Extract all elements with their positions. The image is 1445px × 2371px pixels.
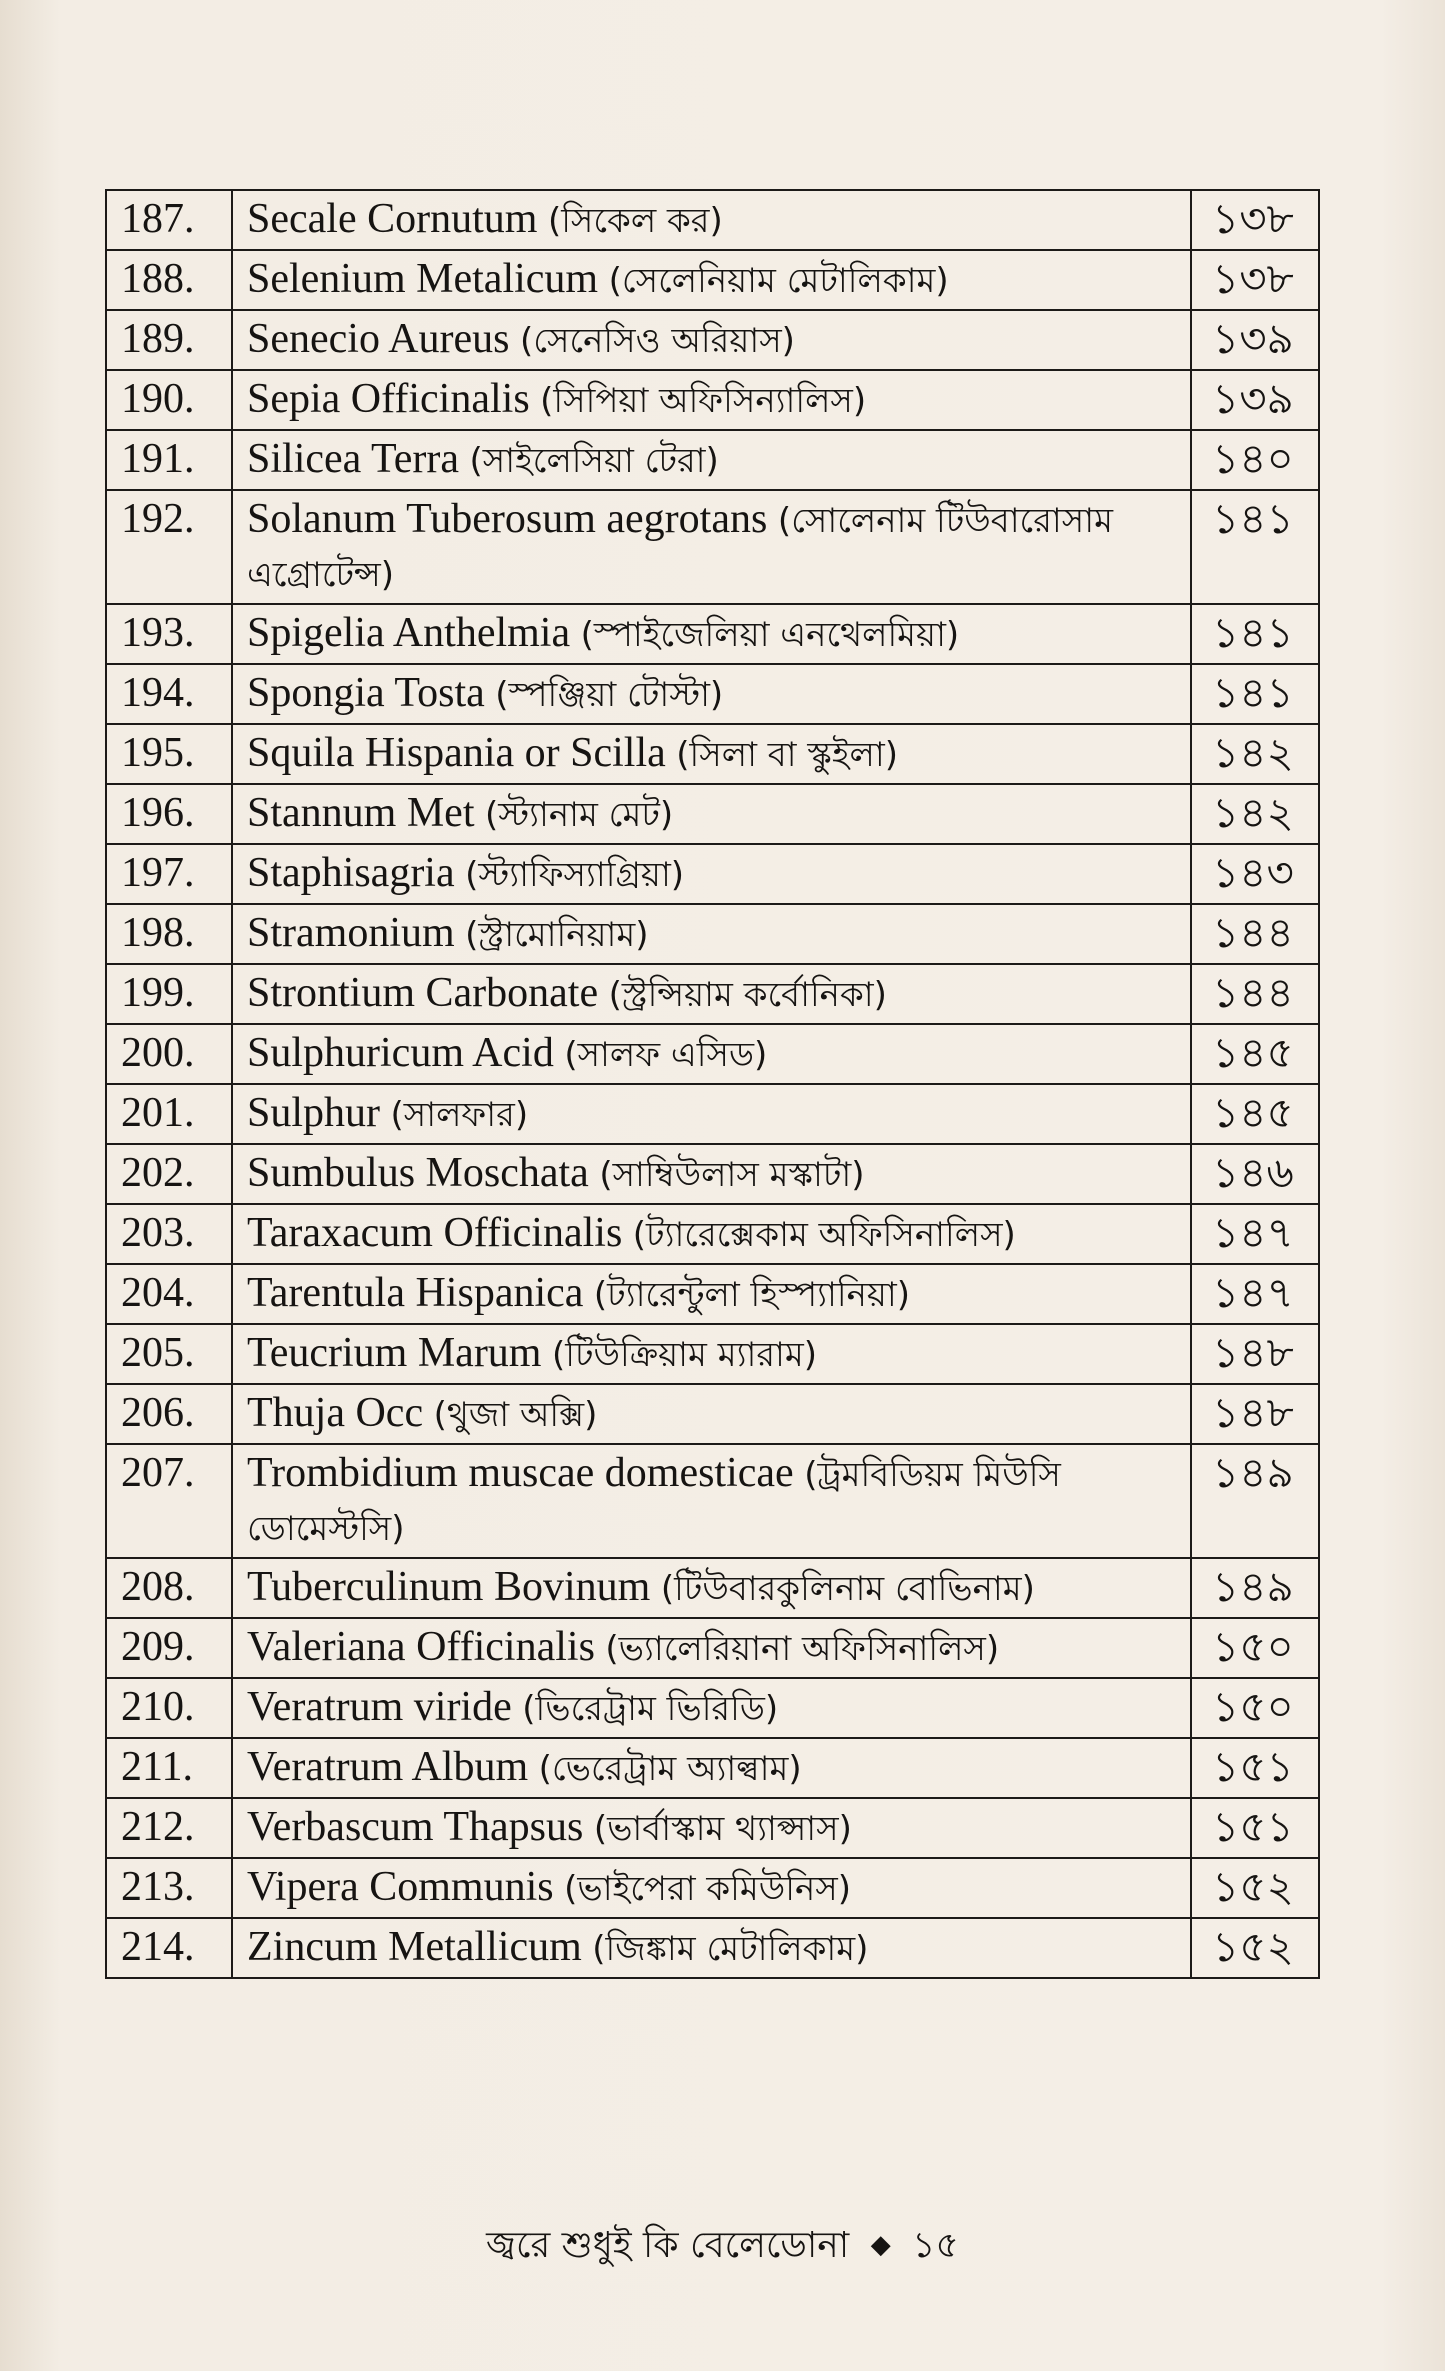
remedy-bengali-name: (স্ট্রামোনিয়াম) bbox=[465, 915, 649, 955]
table-row bbox=[106, 604, 1319, 664]
remedy-latin-name: Vipera Communis bbox=[247, 1864, 554, 1910]
footer-title: জ্বরে শুধুই কি বেলেডোনা bbox=[486, 2225, 850, 2266]
remedy-name-cell bbox=[232, 430, 1191, 490]
remedy-name-cell bbox=[232, 1678, 1191, 1738]
remedy-name-cell bbox=[232, 1858, 1191, 1918]
page-reference: ১৪৯ bbox=[1191, 1444, 1319, 1558]
page-reference: ১৩৮ bbox=[1191, 250, 1319, 310]
remedy-name-cell bbox=[232, 784, 1191, 844]
table-row bbox=[106, 430, 1319, 490]
remedy-latin-name: Thuja Occ bbox=[247, 1390, 424, 1436]
row-number: 205. bbox=[106, 1324, 232, 1384]
remedy-name-cell bbox=[232, 1558, 1191, 1618]
remedy-latin-name: Stramonium bbox=[247, 910, 455, 956]
remedy-index-table bbox=[105, 189, 1320, 1979]
remedy-name-cell bbox=[232, 250, 1191, 310]
row-number: 191. bbox=[106, 430, 232, 490]
remedy-latin-name: Solanum Tuberosum aegrotans bbox=[247, 496, 768, 542]
row-number: 194. bbox=[106, 664, 232, 724]
remedy-name-cell bbox=[232, 1918, 1191, 1978]
row-number: 206. bbox=[106, 1384, 232, 1444]
remedy-bengali-name: (স্পাইজেলিয়া এনথেলমিয়া) bbox=[580, 615, 960, 655]
remedy-bengali-name: (টিউবারকুলিনাম বোভিনাম) bbox=[660, 1569, 1035, 1609]
page-reference: ১৪২ bbox=[1191, 724, 1319, 784]
remedy-name-cell bbox=[232, 1084, 1191, 1144]
remedy-name-cell bbox=[232, 190, 1191, 250]
table-row bbox=[106, 370, 1319, 430]
remedy-latin-name: Squila Hispania or Scilla bbox=[247, 730, 666, 776]
remedy-latin-name: Verbascum Thapsus bbox=[247, 1804, 584, 1850]
row-number: 212. bbox=[106, 1798, 232, 1858]
remedy-name-cell bbox=[232, 1384, 1191, 1444]
remedy-latin-name: Sumbulus Moschata bbox=[247, 1150, 589, 1196]
row-number: 196. bbox=[106, 784, 232, 844]
remedy-latin-name: Sulphur bbox=[247, 1090, 381, 1136]
page-reference: ১৪২ bbox=[1191, 784, 1319, 844]
remedy-name-cell bbox=[232, 1264, 1191, 1324]
remedy-bengali-name: (ট্রমবিডিয়ম মিউসি ডোমেস্টসি) bbox=[247, 1455, 1061, 1549]
remedy-name-cell bbox=[232, 844, 1191, 904]
remedy-bengali-name: (ট্যারেন্টুলা হিস্প্যানিয়া) bbox=[593, 1275, 911, 1315]
page-footer bbox=[0, 2218, 1445, 2278]
remedy-latin-name: Secale Cornutum bbox=[247, 196, 538, 242]
page-reference: ১৪৩ bbox=[1191, 844, 1319, 904]
page-reference: ১৫০ bbox=[1191, 1678, 1319, 1738]
page-reference: ১৫১ bbox=[1191, 1798, 1319, 1858]
table-row bbox=[106, 1858, 1319, 1918]
table-row bbox=[106, 310, 1319, 370]
remedy-bengali-name: (স্ট্যানাম মেট) bbox=[485, 795, 674, 835]
remedy-name-cell bbox=[232, 1024, 1191, 1084]
row-number: 190. bbox=[106, 370, 232, 430]
remedy-name-cell bbox=[232, 310, 1191, 370]
page-reference: ১৪১ bbox=[1191, 664, 1319, 724]
remedy-latin-name: Spigelia Anthelmia bbox=[247, 610, 571, 656]
remedy-latin-name: Stannum Met bbox=[247, 790, 475, 836]
remedy-bengali-name: (সিপিয়া অফিসিন্যালিস) bbox=[540, 381, 867, 421]
remedy-name-cell bbox=[232, 604, 1191, 664]
remedy-bengali-name: (সাইলেসিয়া টেরা) bbox=[469, 441, 719, 481]
page-reference: ১৩৯ bbox=[1191, 310, 1319, 370]
table-row bbox=[106, 1558, 1319, 1618]
page-reference: ১৩৮ bbox=[1191, 190, 1319, 250]
page-reference: ১৫১ bbox=[1191, 1738, 1319, 1798]
row-number: 203. bbox=[106, 1204, 232, 1264]
remedy-bengali-name: (জিঙ্কাম মেটালিকাম) bbox=[592, 1929, 869, 1969]
remedy-name-cell bbox=[232, 1444, 1191, 1558]
remedy-bengali-name: (থুজা অক্সি) bbox=[433, 1395, 598, 1435]
remedy-bengali-name: (সেনেসিও অরিয়াস) bbox=[519, 321, 795, 361]
page-reference: ১৪১ bbox=[1191, 490, 1319, 604]
row-number: 199. bbox=[106, 964, 232, 1024]
remedy-bengali-name: (সোলেনাম টিউবারোসাম এগ্রোটেন্স) bbox=[247, 501, 1113, 595]
page-reference: ১৪৭ bbox=[1191, 1264, 1319, 1324]
page-reference: ১৪৬ bbox=[1191, 1144, 1319, 1204]
table-row bbox=[106, 1204, 1319, 1264]
page-reference: ১৪৮ bbox=[1191, 1324, 1319, 1384]
row-number: 200. bbox=[106, 1024, 232, 1084]
footer-page-number: ১৫ bbox=[912, 2225, 959, 2266]
page-reference: ১৪৯ bbox=[1191, 1558, 1319, 1618]
row-number: 211. bbox=[106, 1738, 232, 1798]
remedy-name-cell bbox=[232, 664, 1191, 724]
row-number: 198. bbox=[106, 904, 232, 964]
table-row bbox=[106, 1918, 1319, 1978]
remedy-bengali-name: (সাম্বিউলাস মস্কাটা) bbox=[599, 1155, 865, 1195]
remedy-bengali-name: (ট্যারেক্সেকাম অফিসিনালিস) bbox=[632, 1215, 1016, 1255]
remedy-latin-name: Zincum Metallicum bbox=[247, 1924, 582, 1970]
remedy-latin-name: Sepia Officinalis bbox=[247, 376, 530, 422]
remedy-name-cell bbox=[232, 1738, 1191, 1798]
row-number: 188. bbox=[106, 250, 232, 310]
page-reference: ১৪৫ bbox=[1191, 1024, 1319, 1084]
remedy-latin-name: Valeriana Officinalis bbox=[247, 1624, 595, 1670]
remedy-bengali-name: (সালফ এসিড) bbox=[564, 1035, 768, 1075]
table-row bbox=[106, 1264, 1319, 1324]
page-reference: ১৪৫ bbox=[1191, 1084, 1319, 1144]
remedy-bengali-name: (ভিরেট্রাম ভিরিডি) bbox=[522, 1689, 779, 1729]
row-number: 207. bbox=[106, 1444, 232, 1558]
remedy-latin-name: Senecio Aureus bbox=[247, 316, 510, 362]
table-row bbox=[106, 1618, 1319, 1678]
row-number: 210. bbox=[106, 1678, 232, 1738]
table-row bbox=[106, 784, 1319, 844]
remedy-bengali-name: (টিউক্রিয়াম ম্যারাম) bbox=[551, 1335, 818, 1375]
page-reference: ১৪১ bbox=[1191, 604, 1319, 664]
table-row bbox=[106, 1384, 1319, 1444]
table-row bbox=[106, 1444, 1319, 1558]
remedy-name-cell bbox=[232, 1798, 1191, 1858]
remedy-bengali-name: (স্পঞ্জিয়া টোস্টা) bbox=[495, 675, 724, 715]
remedy-index-body bbox=[106, 190, 1319, 1978]
table-row bbox=[106, 1024, 1319, 1084]
page-reference: ১৪০ bbox=[1191, 430, 1319, 490]
remedy-latin-name: Tarentula Hispanica bbox=[247, 1270, 584, 1316]
remedy-latin-name: Selenium Metalicum bbox=[247, 256, 599, 302]
remedy-bengali-name: (সালফার) bbox=[390, 1095, 529, 1135]
remedy-latin-name: Teucrium Marum bbox=[247, 1330, 542, 1376]
remedy-latin-name: Veratrum viride bbox=[247, 1684, 512, 1730]
remedy-name-cell bbox=[232, 964, 1191, 1024]
page-reference: ১৪৭ bbox=[1191, 1204, 1319, 1264]
table-row bbox=[106, 904, 1319, 964]
remedy-bengali-name: (স্ট্যাফিস্যাগ্রিয়া) bbox=[465, 855, 685, 895]
remedy-latin-name: Sulphuricum Acid bbox=[247, 1030, 554, 1076]
page-reference: ১৫০ bbox=[1191, 1618, 1319, 1678]
remedy-bengali-name: (সেলেনিয়াম মেটালিকাম) bbox=[608, 261, 949, 301]
row-number: 208. bbox=[106, 1558, 232, 1618]
remedy-name-cell bbox=[232, 1324, 1191, 1384]
row-number: 187. bbox=[106, 190, 232, 250]
table-row bbox=[106, 1798, 1319, 1858]
row-number: 193. bbox=[106, 604, 232, 664]
table-row bbox=[106, 250, 1319, 310]
row-number: 201. bbox=[106, 1084, 232, 1144]
page-reference: ১৫২ bbox=[1191, 1918, 1319, 1978]
remedy-name-cell bbox=[232, 1618, 1191, 1678]
remedy-latin-name: Tuberculinum Bovinum bbox=[247, 1564, 651, 1610]
page-reference: ১৪৪ bbox=[1191, 964, 1319, 1024]
remedy-latin-name: Veratrum Album bbox=[247, 1744, 529, 1790]
remedy-bengali-name: (স্ট্রন্সিয়াম কর্বোনিকা) bbox=[608, 975, 887, 1015]
remedy-name-cell bbox=[232, 370, 1191, 430]
remedy-bengali-name: (সিলা বা স্কুইলা) bbox=[676, 735, 898, 775]
remedy-name-cell bbox=[232, 1204, 1191, 1264]
remedy-name-cell bbox=[232, 724, 1191, 784]
table-row bbox=[106, 1084, 1319, 1144]
remedy-latin-name: Staphisagria bbox=[247, 850, 455, 896]
table-row bbox=[106, 844, 1319, 904]
table-row bbox=[106, 190, 1319, 250]
remedy-name-cell bbox=[232, 490, 1191, 604]
page-reference: ১৪৪ bbox=[1191, 904, 1319, 964]
remedy-bengali-name: (ভ্যালেরিয়ানা অফিসিনালিস) bbox=[605, 1629, 1000, 1669]
row-number: 192. bbox=[106, 490, 232, 604]
row-number: 204. bbox=[106, 1264, 232, 1324]
row-number: 214. bbox=[106, 1918, 232, 1978]
row-number: 189. bbox=[106, 310, 232, 370]
remedy-bengali-name: (ভাইপেরা কমিউনিস) bbox=[564, 1869, 852, 1909]
footer-separator-icon: ◆ bbox=[870, 2230, 891, 2260]
table-row bbox=[106, 1144, 1319, 1204]
table-row bbox=[106, 664, 1319, 724]
table-row bbox=[106, 1738, 1319, 1798]
row-number: 195. bbox=[106, 724, 232, 784]
remedy-name-cell bbox=[232, 904, 1191, 964]
remedy-bengali-name: (ভার্বাস্কাম থ্যাপ্সাস) bbox=[593, 1809, 852, 1849]
page-reference: ১৫২ bbox=[1191, 1858, 1319, 1918]
table-row bbox=[106, 1324, 1319, 1384]
table-row bbox=[106, 964, 1319, 1024]
remedy-name-cell bbox=[232, 1144, 1191, 1204]
remedy-latin-name: Strontium Carbonate bbox=[247, 970, 599, 1016]
remedy-latin-name: Taraxacum Officinalis bbox=[247, 1210, 623, 1256]
remedy-latin-name: Spongia Tosta bbox=[247, 670, 485, 716]
row-number: 209. bbox=[106, 1618, 232, 1678]
row-number: 202. bbox=[106, 1144, 232, 1204]
row-number: 213. bbox=[106, 1858, 232, 1918]
table-row bbox=[106, 490, 1319, 604]
table-row bbox=[106, 1678, 1319, 1738]
row-number: 197. bbox=[106, 844, 232, 904]
remedy-latin-name: Silicea Terra bbox=[247, 436, 460, 482]
page-reference: ১৪৮ bbox=[1191, 1384, 1319, 1444]
remedy-bengali-name: (সিকেল কর) bbox=[547, 201, 723, 241]
page-reference: ১৩৯ bbox=[1191, 370, 1319, 430]
remedy-bengali-name: (ভেরেট্রাম অ্যাল্বাম) bbox=[538, 1749, 802, 1789]
remedy-latin-name: Trombidium muscae domesticae bbox=[247, 1450, 794, 1496]
table-row bbox=[106, 724, 1319, 784]
